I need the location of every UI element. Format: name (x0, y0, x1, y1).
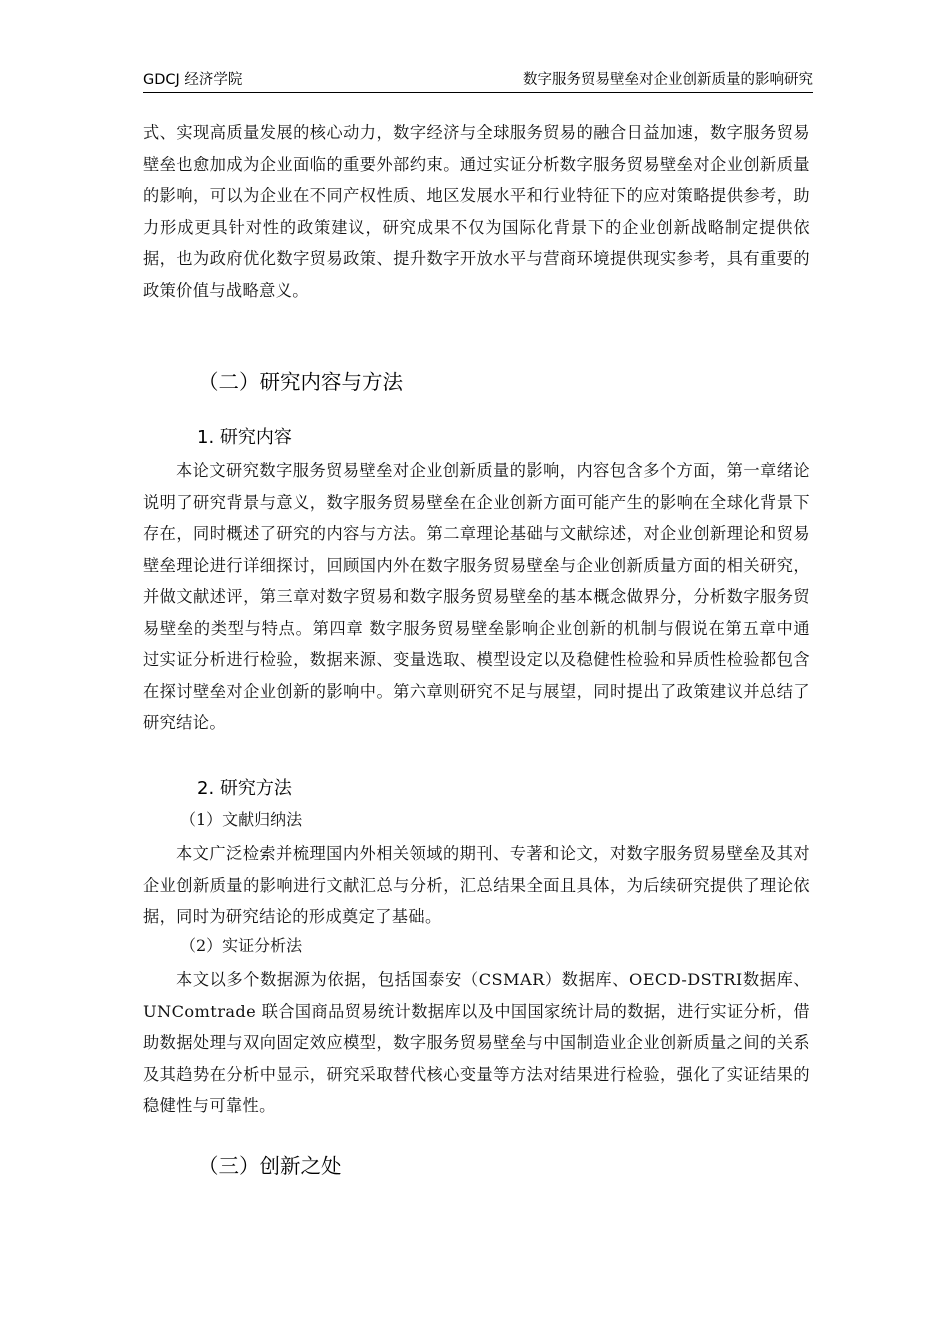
section-3-heading: （三）创新之处 (198, 1154, 342, 1178)
header-institution: GDCJ 经济学院 (143, 72, 243, 88)
subsection-research-content-heading: 1. 研究内容 (197, 427, 292, 448)
method-literature-paragraph: 本文广泛检索并梳理国内外相关领域的期刊、专著和论文，对数字服务贸易壁垒及其对企业创新质量的影响进行文献汇总与分析，汇总结果全面且具体，为后续研究提供了理论依据，同时为研究结论的形成奠定了基础。 (143, 844, 810, 926)
research-content-paragraph: 本论文研究数字服务贸易壁垒对企业创新质量的影响，内容包含多个方面，第一章绪论说明了研究背景与意义，数字服务贸易壁垒在企业创新方面可能产生的影响在全球化背景下存在，同时概述了研究的内容与方法。第二章理论基础与文献综述，对企业创新理论和贸易壁垒理论进行详细探讨，回顾国内外在数字服务贸易壁垒与企业创新质量方面的相关研究，并做文献述评，第三章对数字贸易和数字服务贸易壁垒的基本概念做界分，分析数字服务贸易壁垒的类型与特点。第四章 数字服务贸易壁垒影响企业创新的机制与假说在第五章中通过实证分析进行检验，数据来源、变量选取、模型设定以及稳健性检验和异质性检验都包含在探讨壁垒对企业创新的影响中。第六章则研究不足与展望，同时提出了政策建议并总结了研究结论。 (143, 461, 810, 732)
header-paper-title: 数字服务贸易壁垒对企业创新质量的影响研究 (523, 72, 813, 88)
method-empirical-paragraph: 本文以多个数据源为依据，包括国泰安（CSMAR）数据库、OECD-DSTRI数据库、UNComtrade 联合国商品贸易统计数据库以及中国国家统计局的数据，进行实证分析，借助数据处理与双向固定效应模型，数字服务贸易壁垒与中国制造业企业创新质量之间的关系及其趋势在分析中显示，研究采取替代核心变量等方法对结果进行检验，强化了实证结果的稳健性与可靠性。 (143, 970, 810, 1115)
section-2-heading: （二）研究内容与方法 (198, 370, 403, 394)
subsection-research-methods-heading: 2. 研究方法 (197, 778, 292, 799)
page-header (143, 70, 813, 93)
intro-paragraph: 式、实现高质量发展的核心动力，数字经济与全球服务贸易的融合日益加速，数字服务贸易壁垒也愈加成为企业面临的重要外部约束。通过实证分析数字服务贸易壁垒对企业创新质量的影响，可以为企业在不同产权性质、地区发展水平和行业特征下的应对策略提供参考，助力形成更具针对性的政策建议，研究成果不仅为国际化背景下的企业创新战略制定提供依据，也为政府优化数字贸易政策、提升数字开放水平与营商环境提供现实参考，具有重要的政策价值与战略意义。 (143, 123, 810, 300)
method-empirical-heading: （2）实证分析法 (180, 936, 303, 955)
method-literature-heading: （1）文献归纳法 (180, 810, 303, 829)
